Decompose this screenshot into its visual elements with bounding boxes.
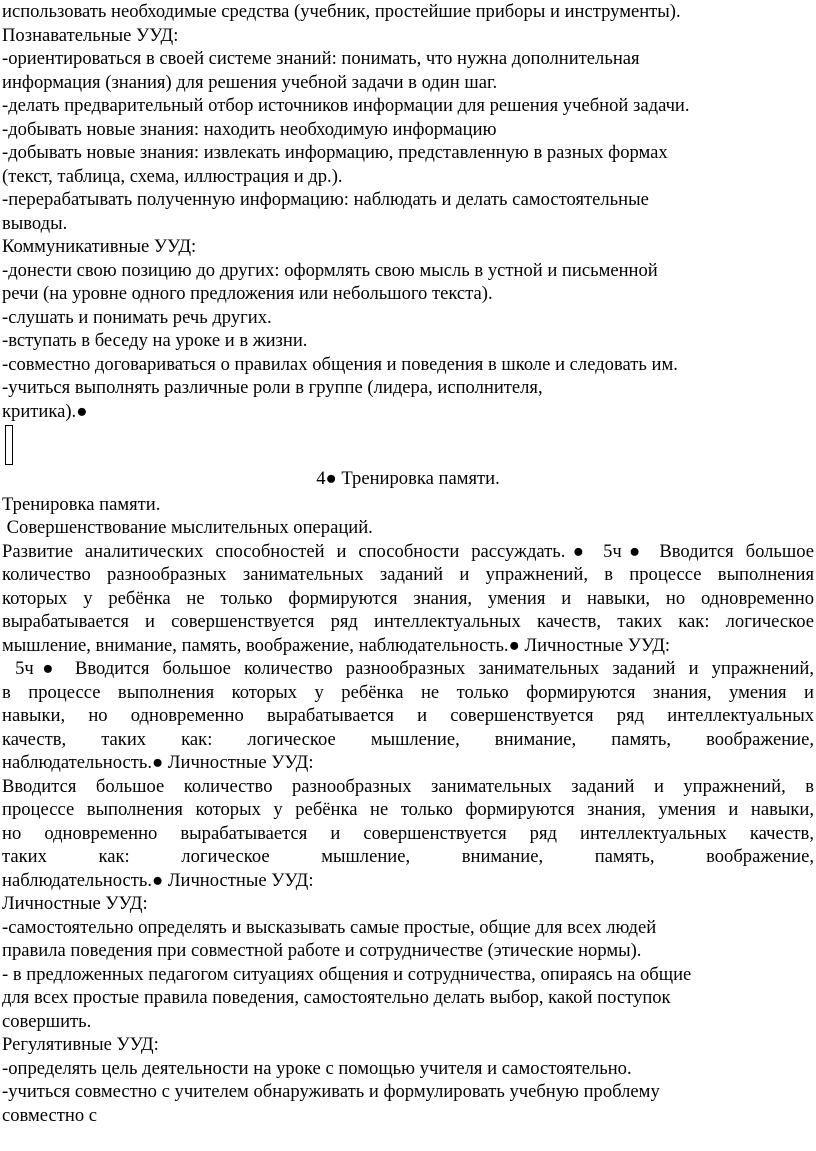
text-line: Совершенствование мыслительных операций. <box>2 517 373 538</box>
text-line: совместно с <box>2 1104 98 1126</box>
text-line: выводы. <box>2 212 68 234</box>
text-line: навыки, но одновременно вырабатывается и совершенствуется ряд интеллектуальных <box>2 705 814 726</box>
text-line: процессе выполнения которых у ребёнка не только формируются знания, умения и навыки, <box>2 799 814 820</box>
text-line: мышление, внимание, память, воображение, наблюдательность.● Личностные УУД: <box>2 634 671 656</box>
text-line: таких как: логическое мышление, внимание, память, воображение, <box>2 846 814 867</box>
section-heading-communicative: Коммуникативные УУД: <box>2 236 197 257</box>
text-line: -учиться выполнять различные роли в группе (лидера, исполнителя, <box>2 377 543 398</box>
text-line: которых у ребёнка не только формируются знания, умения и навыки, но одновременно <box>2 587 814 609</box>
text-line: Вводится большое количество разнообразных занимательных заданий и упражнений, в <box>2 775 814 797</box>
section-title: 4● Тренировка памяти. <box>316 468 500 489</box>
text-line: вырабатывается и совершенствуется ряд интеллектуальных качеств, таких как: логическое <box>2 611 814 632</box>
text-line: - в предложенных педагогом ситуациях общения и сотрудничества, опираясь на общие <box>2 963 692 985</box>
text-line: для всех простые правила поведения, самостоятельно делать выбор, какой поступок <box>2 987 671 1008</box>
text-line: наблюдательность.● Личностные УУД: <box>2 752 314 773</box>
text-line: наблюдательность.● Личностные УУД: <box>2 869 314 891</box>
text-line: в процессе выполнения которых у ребёнка не только формируются знания, умения и <box>2 681 814 703</box>
document-page <box>2 0 814 1127</box>
text-line: -добывать новые знания: извлекать информацию, представленную в разных формах <box>2 142 668 163</box>
text-line: -добывать новые знания: находить необходимую информацию <box>2 118 497 140</box>
text-line: 5ч● Вводится большое количество разнообразных занимательных заданий и упражнений, <box>2 658 814 679</box>
text-line: использовать необходимые средства (учебник, простейшие приборы и инструменты). <box>2 1 681 22</box>
text-line: -самостоятельно определять и высказывать самые простые, общие для всех людей <box>2 916 657 938</box>
text-line: совершить. <box>2 1010 92 1032</box>
section-heading-regulatory: Регулятивные УУД: <box>2 1034 159 1055</box>
text-line: правила поведения при совместной работе и сотрудничестве (этические нормы). <box>2 940 642 961</box>
text-line: -учиться совместно с учителем обнаруживать и формулировать учебную проблему <box>2 1081 660 1102</box>
text-line: Тренировка памяти. <box>2 493 161 515</box>
text-line: -вступать в беседу на уроке и в жизни. <box>2 330 308 351</box>
text-line: качеств, таких как: логическое мышление, внимание, память, воображение, <box>2 728 814 750</box>
text-line: количество разнообразных занимательных заданий и упражнений, в процессе выполнения <box>2 564 814 585</box>
text-line: информация (знания) для решения учебной задачи в один шаг. <box>2 71 498 93</box>
text-line: речи (на уровне одного предложения или небольшого текста). <box>2 283 493 304</box>
section-heading-cognitive: Познавательные УУД: <box>2 24 179 46</box>
section-heading-personal: Личностные УУД: <box>2 893 148 914</box>
text-line: -делать предварительный отбор источников информации для решения учебной задачи. <box>2 95 690 116</box>
text-line: -донести свою позицию до других: оформлять свою мысль в устной и письменной <box>2 259 658 281</box>
empty-frame-box <box>5 425 13 465</box>
text-line: Развитие аналитических способностей и способности рассуждать.● 5ч● Вводится большое <box>2 540 814 562</box>
text-line: но одновременно вырабатывается и совершенствуется ряд интеллектуальных качеств, <box>2 822 814 844</box>
text-line: критика).● <box>2 400 88 422</box>
text-line: -перерабатывать полученную информацию: наблюдать и делать самостоятельные <box>2 189 649 210</box>
text-line: -слушать и понимать речь других. <box>2 306 272 328</box>
text-line: -определять цель деятельности на уроке с помощью учителя и самостоятельно. <box>2 1057 632 1079</box>
text-line: (текст, таблица, схема, иллюстрация и др.). <box>2 165 343 187</box>
text-line: -совместно договариваться о правилах общения и поведения в школе и следовать им. <box>2 353 678 375</box>
text-line: -ориентироваться в своей системе знаний: понимать, что нужна дополнительная <box>2 48 640 69</box>
